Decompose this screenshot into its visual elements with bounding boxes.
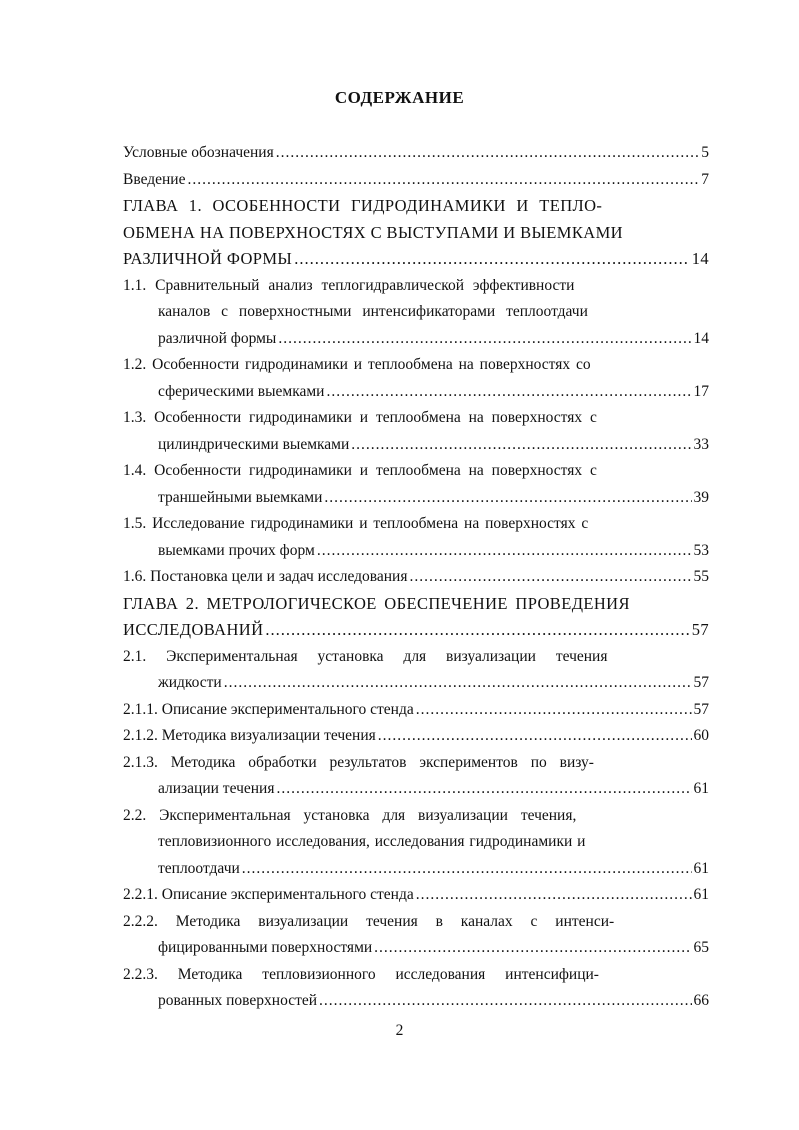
toc-entry-text: 2.1.2. Методика визуализации течения bbox=[123, 727, 376, 744]
toc-entry-text: Введение bbox=[123, 170, 186, 188]
toc-entry-text: ИССЛЕДОВАНИЙ bbox=[123, 620, 264, 639]
toc-entry-text: РАЗЛИЧНОЙ ФОРМЫ bbox=[123, 249, 293, 268]
toc-entry bbox=[123, 803, 709, 883]
toc-entry-text: цилиндрическими выемками bbox=[158, 435, 350, 453]
toc-entry-page: 60 bbox=[693, 727, 709, 744]
toc-entry bbox=[123, 697, 709, 724]
toc-entry-line: 1.1. Сравнительный анализ теплогидравлической эффективности bbox=[123, 276, 575, 294]
toc-entry-line: ОБМЕНА НА ПОВЕРХНОСТЯХ С ВЫСТУПАМИ И ВЫЕМКАМИ bbox=[123, 222, 623, 242]
toc-entry-page: 53 bbox=[693, 541, 709, 559]
toc-entry-line: каналов с поверхностными интенсификаторами теплоотдачи bbox=[158, 303, 588, 320]
toc-entry bbox=[123, 882, 709, 909]
toc-entry-text: траншейными выемками bbox=[158, 488, 323, 506]
toc-entry-page: 61 bbox=[693, 859, 709, 877]
toc-entry-page: 17 bbox=[693, 382, 709, 400]
toc-entry-line: ГЛАВА 1. ОСОБЕННОСТИ ГИДРОДИНАМИКИ И ТЕПЛО- bbox=[123, 196, 603, 215]
table-of-contents bbox=[123, 140, 709, 1015]
toc-entry-text: Условные обозначения bbox=[123, 144, 274, 161]
toc-entry-text: 2.2.1. Описание экспериментального стенда bbox=[123, 886, 414, 903]
toc-entry bbox=[123, 750, 709, 803]
toc-entry-text: рованных поверхностей bbox=[158, 992, 318, 1009]
toc-entry-line: ГЛАВА 2. МЕТРОЛОГИЧЕСКОЕ ОБЕСПЕЧЕНИЕ ПРОВЕДЕНИЯ bbox=[123, 593, 630, 613]
toc-entry-text: теплоотдачи bbox=[158, 859, 240, 877]
toc-entry-line: 1.4. Особенности гидродинамики и теплообмена на поверхностях с bbox=[123, 462, 597, 479]
page-number: 2 bbox=[395, 1022, 404, 1039]
toc-entry-line: 2.1.3. Методика обработки результатов экспериментов по визу- bbox=[123, 753, 594, 771]
toc-entry-page: 33 bbox=[693, 435, 709, 453]
toc-entry bbox=[123, 140, 709, 167]
toc-entry-text: 2.1.1. Описание экспериментального стенда bbox=[123, 700, 414, 718]
toc-chapter-1 bbox=[123, 193, 709, 273]
toc-entry-line: 2.2. Экспериментальная установка для визуализации течения, bbox=[123, 806, 577, 824]
toc-entry bbox=[123, 273, 709, 353]
toc-entry-page: 57 bbox=[691, 620, 709, 639]
toc-entry-line: 2.1. Экспериментальная установка для визуализации течения bbox=[123, 647, 608, 665]
toc-entry-text: фицированными поверхностями bbox=[158, 939, 373, 956]
toc-entry bbox=[123, 644, 709, 697]
toc-entry-page: 14 bbox=[691, 249, 709, 268]
toc-entry bbox=[123, 723, 709, 750]
toc-entry-page: 55 bbox=[693, 568, 709, 585]
toc-entry-text: различной формы bbox=[158, 329, 277, 347]
toc-chapter-2 bbox=[123, 591, 709, 644]
toc-entry-text: жидкости bbox=[158, 674, 222, 691]
toc-entry-line: 1.2. Особенности гидродинамики и теплообмена на поверхностях со bbox=[123, 356, 591, 373]
toc-entry-page: 61 bbox=[693, 780, 709, 797]
page-title: СОДЕРЖАНИЕ bbox=[334, 88, 465, 107]
toc-entry-page: 5 bbox=[701, 144, 709, 161]
toc-entry-text: 1.6. Постановка цели и задач исследования bbox=[123, 568, 408, 585]
toc-entry-line: тепловизионного исследования, исследования гидродинамики и bbox=[158, 833, 586, 850]
toc-entry-page: 61 bbox=[693, 886, 709, 903]
toc-entry-line: 1.3. Особенности гидродинамики и теплообмена на поверхностях с bbox=[123, 409, 597, 426]
toc-entry bbox=[123, 352, 709, 405]
toc-entry-page: 65 bbox=[693, 939, 709, 956]
toc-entry bbox=[123, 511, 709, 564]
toc-entry-page: 57 bbox=[693, 700, 709, 718]
toc-entry bbox=[123, 167, 709, 194]
toc-entry-text: ализации течения bbox=[158, 780, 275, 797]
toc-entry-line: 2.2.3. Методика тепловизионного исследования интенсифици- bbox=[123, 965, 599, 983]
toc-entry-line: 2.2.2. Методика визуализации течения в каналах с интенси- bbox=[123, 912, 615, 930]
toc-entry bbox=[123, 909, 709, 962]
toc-entry-page: 7 bbox=[701, 170, 709, 188]
toc-entry-page: 57 bbox=[693, 674, 709, 691]
toc-entry bbox=[123, 564, 709, 591]
toc-entry-page: 66 bbox=[693, 992, 709, 1009]
toc-entry bbox=[123, 458, 709, 511]
toc-entry bbox=[123, 405, 709, 458]
toc-entry-text: выемками прочих форм bbox=[158, 541, 315, 559]
toc-entry-line: 1.5. Исследование гидродинамики и теплообмена на поверхностях с bbox=[123, 515, 589, 532]
toc-entry-page: 14 bbox=[693, 329, 709, 347]
toc-entry-page: 39 bbox=[693, 488, 709, 506]
toc-entry bbox=[123, 962, 709, 1015]
toc-entry-text: сферическими выемками bbox=[158, 382, 325, 400]
